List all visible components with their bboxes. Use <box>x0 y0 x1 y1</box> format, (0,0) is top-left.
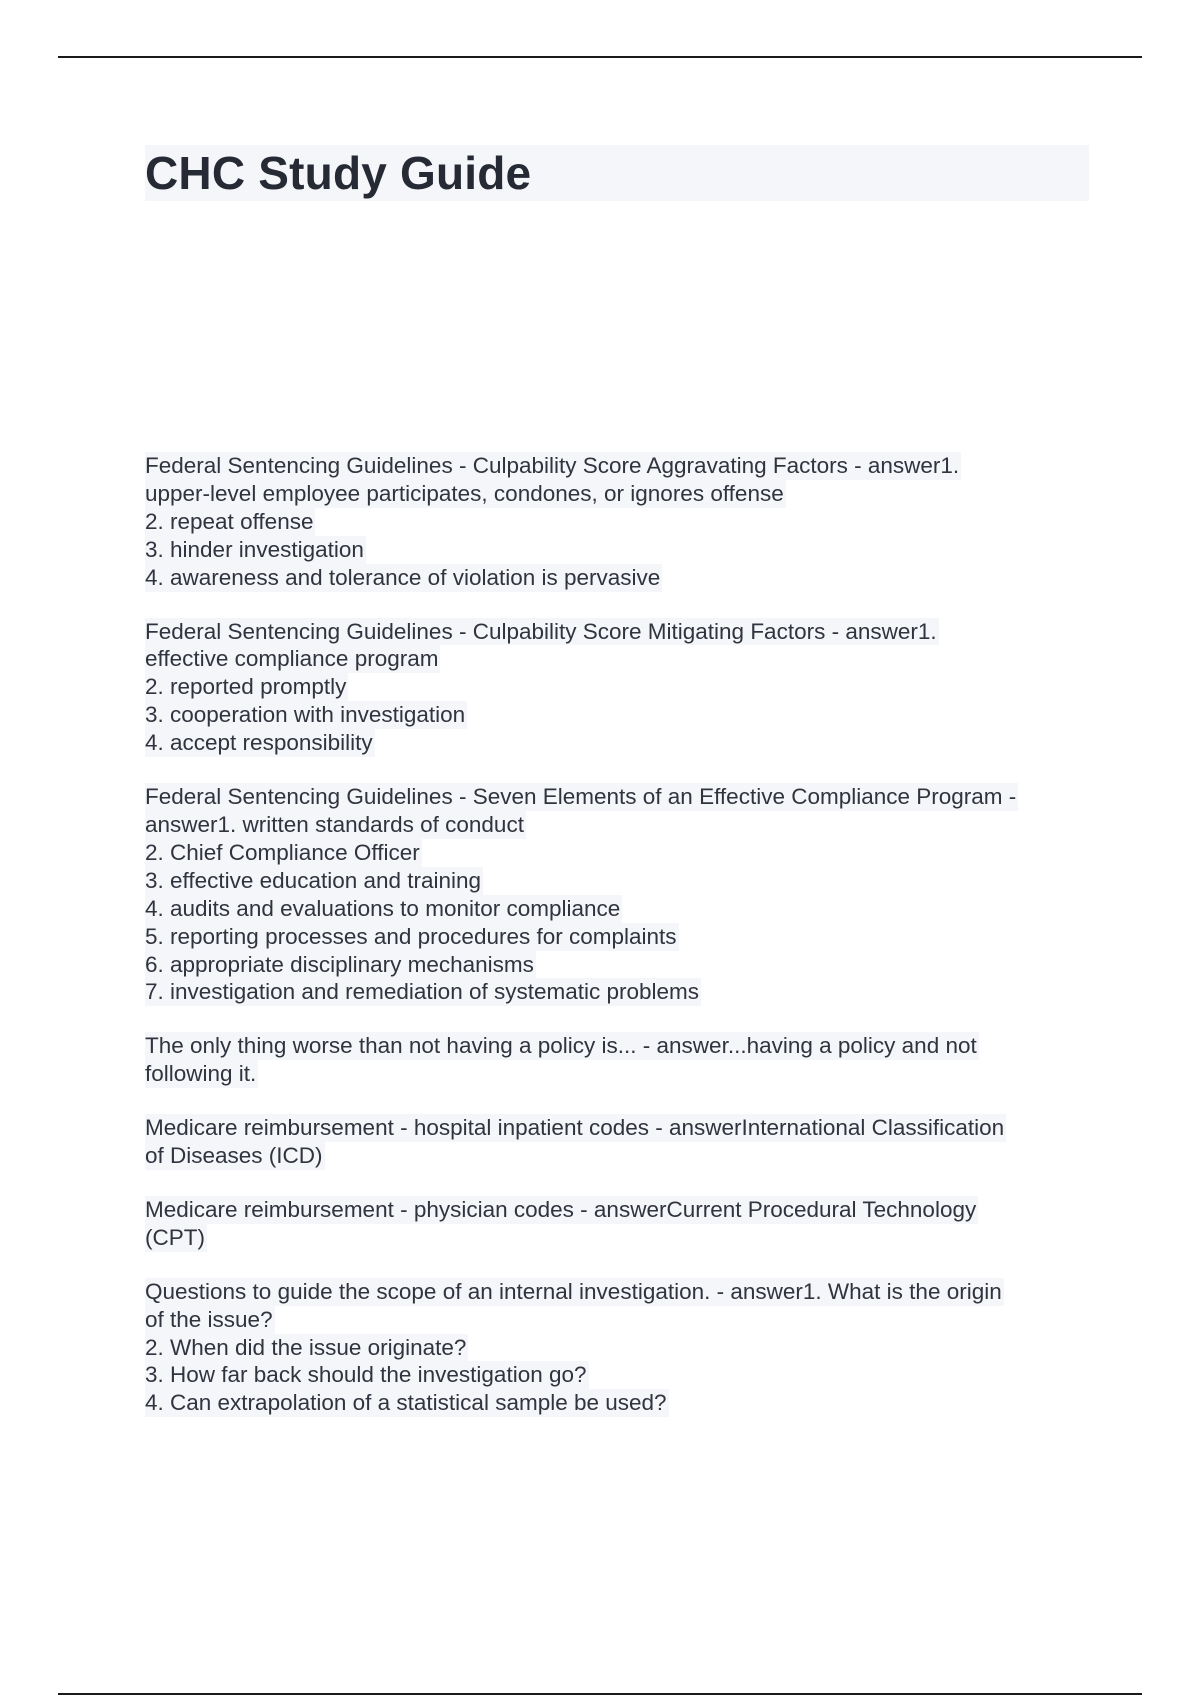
card-line: 4. awareness and tolerance of violation is pervasive <box>145 564 661 590</box>
card-line: answer1. written standards of conduct <box>145 811 524 837</box>
card-line: (CPT) <box>145 1224 205 1250</box>
card-line: 3. cooperation with investigation <box>145 702 466 728</box>
card-line: Medicare reimbursement - hospital inpatient codes - answerInternational Classification <box>145 1115 1005 1141</box>
card-line: effective compliance program <box>145 646 439 672</box>
card-line: 4. audits and evaluations to monitor compliance <box>145 895 621 921</box>
study-cards <box>145 452 1089 1443</box>
card-line: 3. effective education and training <box>145 867 482 893</box>
card-line: 2. Chief Compliance Officer <box>145 839 420 865</box>
card-line: Medicare reimbursement - physician codes - answerCurrent Procedural Technology <box>145 1196 977 1222</box>
card-investigation-scope <box>145 1278 1089 1418</box>
top-rule <box>58 56 1142 58</box>
card-line: 6. appropriate disciplinary mechanisms <box>145 951 534 977</box>
card-line: upper-level employee participates, condones, or ignores offense <box>145 480 784 506</box>
card-line: 5. reporting processes and procedures for complaints <box>145 923 677 949</box>
card-mitigating-factors <box>145 618 1089 758</box>
card-line: 7. investigation and remediation of systematic problems <box>145 979 700 1005</box>
card-line: 3. How far back should the investigation go? <box>145 1362 587 1388</box>
card-line: 2. When did the issue originate? <box>145 1334 467 1360</box>
card-line: The only thing worse than not having a policy is... - answer...having a policy and not <box>145 1033 977 1059</box>
card-policy <box>145 1032 1089 1088</box>
card-line: Federal Sentencing Guidelines - Seven Elements of an Effective Compliance Program - <box>145 784 1017 810</box>
card-line: 2. reported promptly <box>145 674 347 700</box>
card-cpt <box>145 1196 1089 1252</box>
card-line: 4. accept responsibility <box>145 730 373 756</box>
card-line: 3. hinder investigation <box>145 536 364 562</box>
card-line: of Diseases (ICD) <box>145 1143 323 1169</box>
card-icd <box>145 1114 1089 1170</box>
card-line: following it. <box>145 1061 257 1087</box>
card-seven-elements <box>145 783 1089 1006</box>
card-line: of the issue? <box>145 1306 273 1332</box>
card-line: 4. Can extrapolation of a statistical sample be used? <box>145 1390 667 1416</box>
card-line: Federal Sentencing Guidelines - Culpability Score Aggravating Factors - answer1. <box>145 453 960 478</box>
card-line: Questions to guide the scope of an internal investigation. - answer1. What is the origin <box>145 1278 1002 1304</box>
card-aggravating-factors <box>145 452 1089 592</box>
page-title: CHC Study Guide <box>145 147 532 199</box>
bottom-rule <box>58 1693 1142 1695</box>
card-line: 2. repeat offense <box>145 508 314 534</box>
card-line: Federal Sentencing Guidelines - Culpability Score Mitigating Factors - answer1. <box>145 618 937 644</box>
